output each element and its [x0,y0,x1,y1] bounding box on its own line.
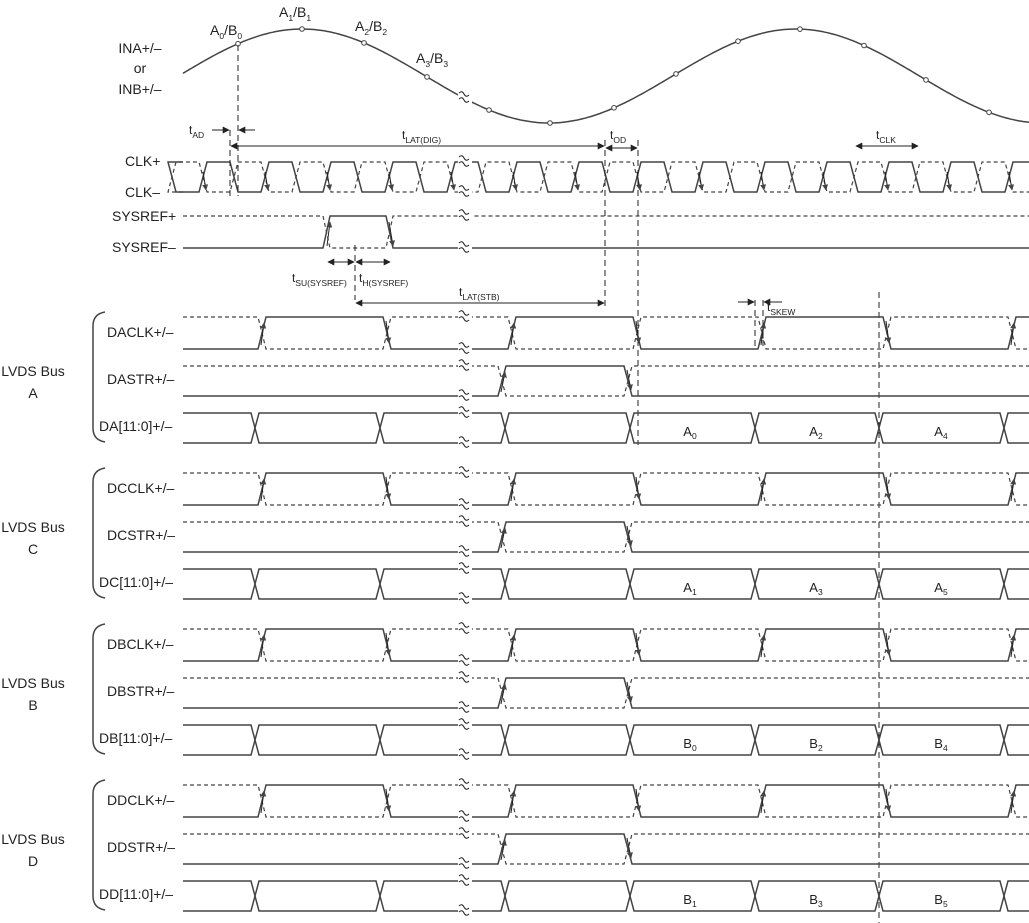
bus-waveform-3 [183,785,1029,911]
sample-label-a3-b3: $A_3/B_3$ [416,50,449,69]
bus-data-bottom-trace [183,428,1029,443]
bus-title-line-1: LVDS Bus [1,363,65,379]
break-marker [458,498,472,512]
bus-strobe-pos-trace [183,834,1029,864]
bus-data-bottom-trace [183,896,1029,911]
break-marker [458,718,472,732]
break-marker [458,155,472,169]
t-lat-stb-label: $t_{LAT(STB)}$ [459,285,500,302]
bus-title-line-1: LVDS Bus [1,519,65,535]
bus-strobe-neg-trace [183,834,1029,864]
bus-clk-pos-trace [183,473,1029,505]
break-marker [458,436,472,450]
t-su-sysref-label: $t_{SU(SYSREF)}$ [292,271,347,288]
sysref-pos-label: SYSREF+ [112,208,177,224]
input-label-line-2: or [133,60,147,76]
bus-waveform-2 [183,629,1029,755]
t-ad-label: $t_{AD}$ [189,123,205,140]
data-signal-label: DA[11:0]+/– [99,418,173,434]
bus-group-d [1,780,175,910]
clk-signal-label: DCCLK+/– [107,480,175,496]
sample-point [736,39,741,44]
bus-data-bottom-trace [183,740,1029,755]
data-cells [683,424,948,909]
clk-edge-arrow [761,172,764,190]
break-marker [458,592,472,606]
bus-strobe-pos-trace [183,678,1029,708]
strobe-signal-label: DDSTR+/– [107,839,176,855]
sample-points [236,27,992,126]
bus-title-line-2: A [28,385,38,401]
data-cell: $B_0$ [683,736,697,753]
break-marker [458,654,472,668]
sysref-neg-label: SYSREF– [112,239,176,255]
sysref-waveform [183,216,1029,248]
break-marker [458,857,472,871]
input-sine-wave [183,29,1029,123]
clk-neg-trace [168,162,1029,192]
break-marker [458,622,472,636]
sysref-pos-trace [183,216,1029,248]
break-marker [458,671,472,685]
bus-data-bottom-trace [183,584,1029,599]
data-cell: $B_1$ [683,892,697,909]
sysref-neg-trace [183,216,1029,248]
sample-point [362,41,367,46]
sample-point [674,72,679,77]
t-clk-label: $t_{CLK}$ [876,128,896,145]
sample-point [425,75,430,80]
clk-neg-label: CLK– [125,184,161,200]
clk-pos-trace [168,162,1029,192]
data-signal-label: DB[11:0]+/– [99,730,173,746]
clk-signal-label: DACLK+/– [107,324,174,340]
sample-point [924,78,929,83]
break-marker [458,904,472,918]
break-marker [458,545,472,559]
break-marker [458,562,472,576]
bus-clk-neg-trace [183,629,1029,661]
t-lat-dig-label: $t_{LAT(DIG)}$ [402,128,442,145]
break-marker [458,701,472,715]
break-marker [458,241,472,255]
break-marker [458,827,472,841]
bus-strobe-pos-trace [183,522,1029,552]
sample-label-a0-b0: $A_0/B_0$ [210,22,243,41]
break-marker [458,406,472,420]
strobe-signal-label: DASTR+/– [107,371,175,387]
data-cell: $A_2$ [809,424,823,441]
bus-data-top-trace [183,725,1029,740]
bus-title-line-1: LVDS Bus [1,675,65,691]
break-marker [458,515,472,529]
break-marker [458,748,472,762]
clk-signal-label: DBCLK+/– [107,636,174,652]
sample-point [300,27,305,32]
bus-strobe-pos-trace [183,366,1029,396]
clk-signal-label: DDCLK+/– [107,792,175,808]
break-marker [458,209,472,223]
sample-label-a1-b1: $A_1/B_1$ [279,4,312,23]
bus-clk-neg-trace [183,473,1029,505]
data-signal-label: DC[11:0]+/– [99,574,174,590]
bus-strobe-neg-trace [183,366,1029,396]
data-cell: $A_0$ [683,424,697,441]
break-marker [458,810,472,824]
bus-group-c [1,468,175,598]
data-cell: $B_2$ [809,736,823,753]
break-marker [458,874,472,888]
data-cell: $B_5$ [934,892,948,909]
t-h-sysref-label: $t_{H(SYSREF)}$ [359,271,409,288]
break-marker [458,389,472,403]
data-signal-label: DD[11:0]+/– [99,886,174,902]
bus-group-a [1,312,174,442]
sample-point [798,27,803,32]
bus-clk-pos-trace [183,785,1029,817]
data-cell: $A_3$ [809,580,823,597]
clk-edge-arrow [203,172,206,190]
strobe-signal-label: DBSTR+/– [107,683,175,699]
break-marker [458,310,472,324]
clk-pos-label: CLK+ [125,153,161,169]
input-signal-label [118,40,161,97]
bus-clk-pos-trace [183,317,1029,349]
bus-clk-neg-trace [183,785,1029,817]
break-marker [458,91,472,105]
t-od-label: $t_{OD}$ [610,128,627,145]
sample-point [487,108,492,113]
bus-title-line-2: B [28,697,38,713]
bus-data-top-trace [183,569,1029,584]
data-cell: $A_4$ [934,424,948,441]
input-label-line-3: INB+/– [118,81,162,97]
clk-edge-arrow [389,172,392,190]
clk-edge-arrow [513,172,516,190]
bus-data-top-trace [183,413,1029,428]
break-marker [458,185,472,199]
clk-edge-arrow [947,172,950,190]
sample-point [612,106,617,111]
bus-title-line-2: D [27,853,39,869]
bus-waveform-1 [183,473,1029,599]
t-skew-label: $t_{SKEW}$ [767,300,796,317]
time-break-markers [458,91,472,918]
strobe-signal-label: DCSTR+/– [107,527,176,543]
sample-point [862,43,867,48]
sample-label-a2-b2: $A_2/B_2$ [355,18,388,37]
bus-group-b [1,624,174,754]
bus-clk-pos-trace [183,629,1029,661]
sample-point [987,110,992,115]
bus-clk-neg-trace [183,317,1029,349]
bus-strobe-neg-trace [183,678,1029,708]
bus-waveforms [183,317,1029,911]
break-marker [458,466,472,480]
clock-waveform [168,162,1029,192]
data-cell: $A_1$ [683,580,697,597]
bus-title-line-2: C [27,541,39,557]
break-marker [458,342,472,356]
sample-point [548,121,553,126]
break-marker [458,778,472,792]
data-cell: $A_5$ [934,580,948,597]
bus-data-top-trace [183,881,1029,896]
break-marker [458,359,472,373]
bus-title-line-1: LVDS Bus [1,831,65,847]
data-cell: $B_3$ [809,892,823,909]
input-label-line-1: INA+/– [118,40,162,56]
bus-strobe-neg-trace [183,522,1029,552]
bus-waveform-0 [183,317,1029,443]
data-cell: $B_4$ [934,736,948,753]
